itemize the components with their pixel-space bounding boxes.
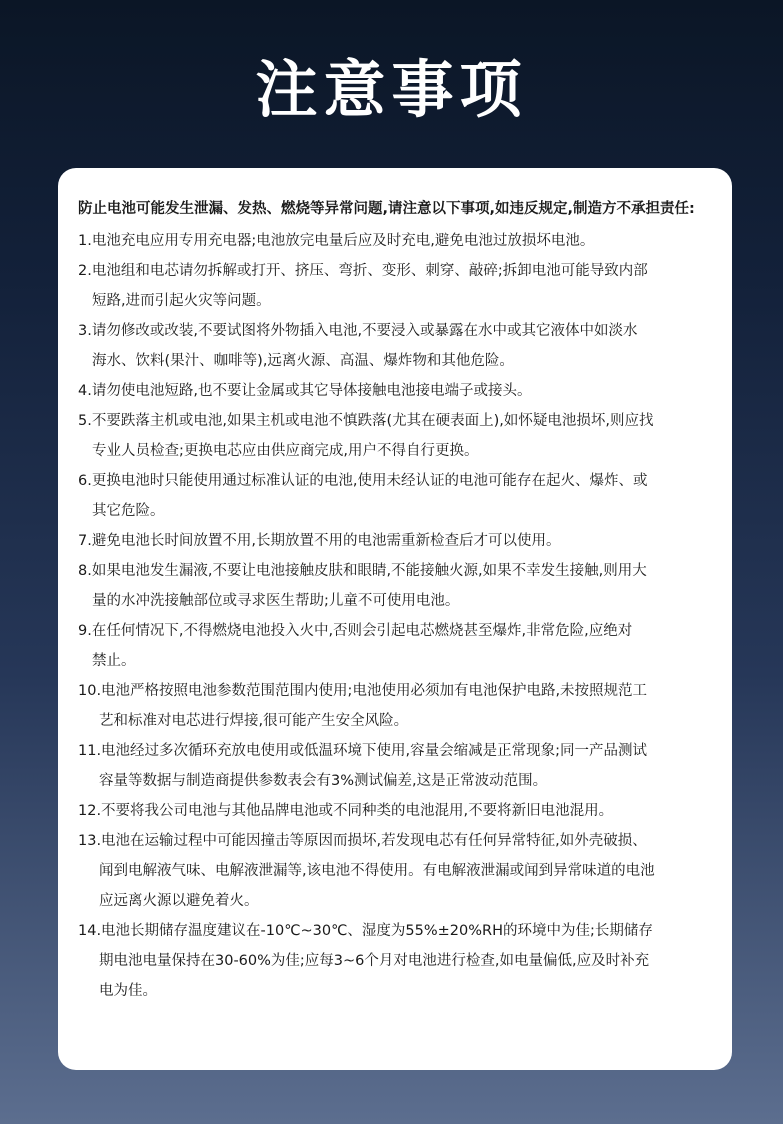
notice-item-9 — [78, 616, 714, 676]
notice-item-3 — [78, 316, 714, 376]
notice-item-12 — [78, 796, 714, 826]
page-title: 注意事项 — [255, 53, 528, 126]
notice-item-3-line-1: 3.请勿修改或改装,不要试图将外物插入电池,不要浸入或暴露在水中或其它液体中如淡水 — [78, 323, 638, 339]
notice-item-3-line-2: 海水、饮料(果汁、咖啡等),远离火源、高温、爆炸物和其他危险。 — [92, 353, 514, 369]
notice-item-6 — [78, 466, 714, 526]
notice-item-6-line-1: 6.更换电池时只能使用通过标准认证的电池,使用未经认证的电池可能存在起火、爆炸、或 — [78, 473, 648, 489]
notice-item-2-line-2: 短路,进而引起火灾等问题。 — [92, 293, 271, 309]
notice-item-8-line-2: 量的水冲洗接触部位或寻求医生帮助;儿童不可使用电池。 — [92, 593, 460, 609]
notice-item-9-line-2: 禁止。 — [92, 653, 136, 669]
notice-item-1-line-1: 1.电池充电应用专用充电器;电池放完电量后应及时充电,避免电池过放损坏电池。 — [78, 233, 595, 249]
notice-item-14 — [78, 916, 714, 1006]
notice-item-2 — [78, 256, 714, 316]
notice-item-6-line-2: 其它危险。 — [92, 503, 165, 519]
notice-item-11-line-2: 容量等数据与制造商提供参数表会有3%测试偏差,这是正常波动范围。 — [99, 773, 548, 789]
intro-text: 防止电池可能发生泄漏、发热、燃烧等异常问题,请注意以下事项,如违反规定,制造方不承担责任: — [78, 201, 695, 217]
notice-item-8-line-1: 8.如果电池发生漏液,不要让电池接触皮肤和眼睛,不能接触火源,如果不幸发生接触,则用大 — [78, 563, 647, 579]
notice-item-7 — [78, 526, 714, 556]
notice-item-10-line-1: 10.电池严格按照电池参数范围范围内使用;电池使用必须加有电池保护电路,未按照规范工 — [78, 683, 648, 699]
notice-item-9-line-1: 9.在任何情况下,不得燃烧电池投入火中,否则会引起电芯燃烧甚至爆炸,非常危险,应绝对 — [78, 623, 633, 639]
notice-item-8 — [78, 556, 714, 616]
notice-item-13-line-3: 应远离火源以避免着火。 — [99, 893, 259, 909]
notice-item-5-line-2: 专业人员检查;更换电芯应由供应商完成,用户不得自行更换。 — [92, 443, 479, 459]
notice-item-13-line-1: 13.电池在运输过程中可能因撞击等原因而损坏,若发现电芯有任何异常特征,如外壳破损、 — [78, 833, 647, 849]
notice-item-10 — [78, 676, 714, 736]
notice-item-11 — [78, 736, 714, 796]
notice-item-13-line-2: 闻到电解液气味、电解液泄漏等,该电池不得使用。有电解液泄漏或闻到异常味道的电池 — [99, 863, 655, 879]
notice-item-1 — [78, 226, 714, 256]
notice-item-7-line-1: 7.避免电池长时间放置不用,长期放置不用的电池需重新检查后才可以使用。 — [78, 533, 561, 549]
notice-item-5-line-1: 5.不要跌落主机或电池,如果主机或电池不慎跌落(尤其在硬表面上),如怀疑电池损坏,则应找 — [78, 413, 654, 429]
notice-item-5 — [78, 406, 714, 466]
notice-item-2-line-1: 2.电池组和电芯请勿拆解或打开、挤压、弯折、变形、刺穿、敲碎;拆卸电池可能导致内部 — [78, 263, 648, 279]
notice-item-14-line-2: 期电池电量保持在30-60%为佳;应每3~6个月对电池进行检查,如电量偏低,应及时补充 — [99, 953, 650, 969]
notice-item-14-line-3: 电为佳。 — [99, 983, 157, 999]
notice-item-14-line-1: 14.电池长期储存温度建议在-10℃~30℃、湿度为55%±20%RH的环境中为佳;长期储存 — [78, 923, 653, 939]
notice-item-4-line-1: 4.请勿使电池短路,也不要让金属或其它导体接触电池接电端子或接头。 — [78, 383, 532, 399]
notice-item-10-line-2: 艺和标准对电芯进行焊接,很可能产生安全风险。 — [99, 713, 409, 729]
notice-item-11-line-1: 11.电池经过多次循环充放电使用或低温环境下使用,容量会缩减是正常现象;同一产品测试 — [78, 743, 648, 759]
notice-item-4 — [78, 376, 714, 406]
notice-item-12-line-1: 12.不要将我公司电池与其他品牌电池或不同种类的电池混用,不要将新旧电池混用。 — [78, 803, 614, 819]
notice-item-13 — [78, 826, 714, 916]
notice-card — [58, 168, 732, 1070]
